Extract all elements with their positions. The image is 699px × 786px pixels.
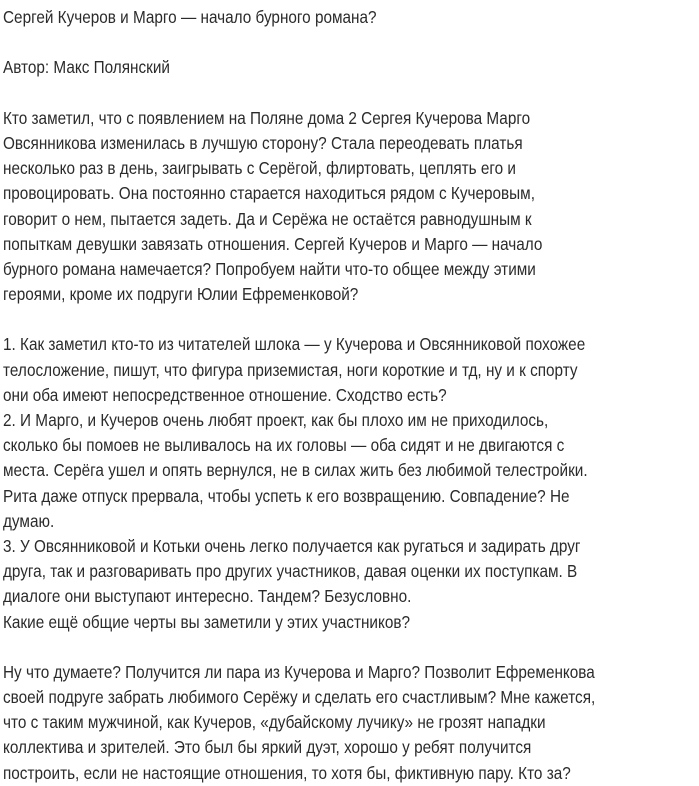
intro-line: бурного романа намечается? Попробуем найти что-то общее между этими — [3, 258, 536, 279]
article-title: Сергей Кучеров и Марго — начало бурного романа? — [3, 7, 377, 27]
list-line: 1. Как заметил кто-то из читателей шлока — у Кучерова и Овсянниковой похожее — [3, 334, 586, 355]
intro-line: героями, кроме их подруги Юлии Ефременковой? — [3, 284, 359, 305]
list-line: 2. И Марго, и Кучеров очень любят проект, как бы плохо им не приходилось, — [3, 410, 549, 430]
list-line: 3. У Овсянниковой и Котьки очень легко получается как ругаться и задирать друг — [3, 535, 581, 556]
list-line: диалоге они выступают интересно. Тандем? Безусловно. — [3, 586, 412, 607]
outro-line: построить, если не настоящие отношения, то хотя бы, фиктивную пару. Кто за? — [3, 762, 571, 783]
intro-line: несколько раз в день, заигрывать с Серёгой, флиртовать, цеплять его и — [3, 158, 516, 179]
intro-line: провоцировать. Она постоянно старается находиться рядом с Кучеровым, — [3, 183, 535, 204]
spacer — [3, 30, 699, 55]
article — [3, 5, 699, 786]
list-line: думаю. — [3, 510, 55, 531]
intro-line: Кто заметил, что с появлением на Поляне дома 2 Сергея Кучерова Марго — [3, 107, 531, 128]
spacer — [3, 81, 699, 106]
list-line: места. Серёга ушел и опять вернулся, не в силах жить без любимой телестройки. — [3, 460, 588, 481]
list-line: Какие ещё общие черты вы заметили у этих участников? — [3, 611, 411, 632]
spacer — [3, 635, 699, 660]
outro-line: Ну что думаете? Получится ли пара из Кучерова и Марго? Позволит Ефременкова — [3, 661, 595, 682]
article-author: Автор: Макс Полянский — [3, 57, 170, 78]
intro-line: попыткам девушки завязать отношения. Сергей Кучеров и Марго — начало — [3, 233, 543, 254]
outro-line: своей подруге забрать любимого Серёжу и сделать его счастливым? Мне кажется, — [3, 687, 596, 708]
closing-paragraph — [3, 660, 699, 786]
outro-line: коллектива и зрителей. Это был бы яркий дуэт, хорошо у ребят получится — [3, 737, 532, 758]
list-line: они оба имеют непосредственное отношение. Сходство есть? — [3, 384, 447, 405]
points-list — [3, 332, 699, 634]
outro-line: что с таким мужчиной, как Кучеров, «дубайскому лучику» не грозят нападки — [3, 712, 546, 733]
spacer — [3, 307, 699, 332]
intro-line: говорит о нем, пытается задеть. Да и Серёжа не остаётся равнодушным к — [3, 208, 532, 229]
list-line: телосложение, пишут, что фигура приземистая, ноги короткие и тд, ну и к спорту — [3, 359, 578, 380]
list-line: сколько бы помоев не выливалось на их головы — оба сидят и не двигаются с — [3, 435, 565, 456]
list-line: Рита даже отпуск прервала, чтобы успеть к его возвращению. Совпадение? Не — [3, 485, 570, 506]
list-line: друга, так и разговаривать про других участников, давая оценки их поступкам. В — [3, 561, 578, 582]
intro-paragraph — [3, 106, 699, 308]
intro-line: Овсянникова изменилась в лучшую сторону? Стала переодевать платья — [3, 132, 523, 153]
